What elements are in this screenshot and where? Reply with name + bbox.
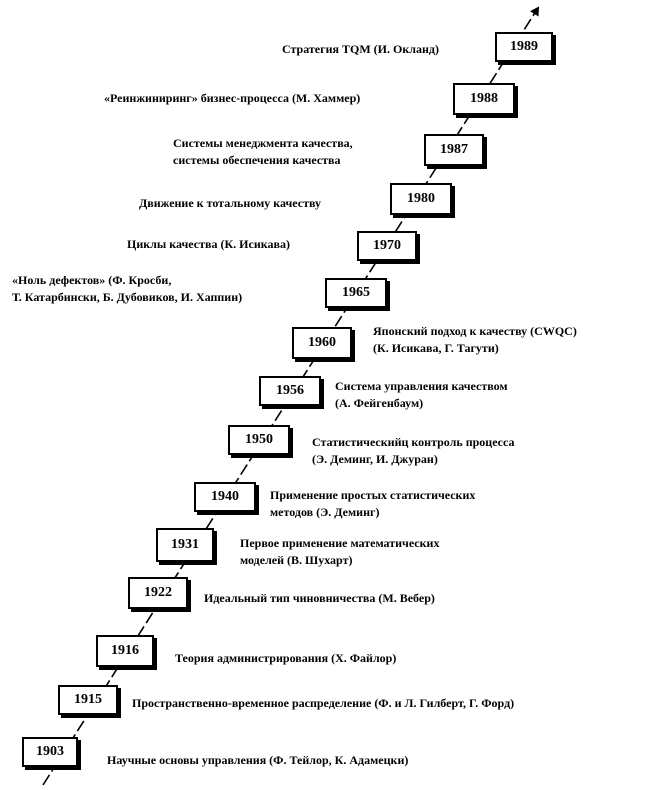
milestone-label-line: Статистическийц контроль процесса	[312, 435, 515, 449]
milestone-label-1965	[12, 272, 242, 306]
milestone-label-line: «Ноль дефектов» (Ф. Кросби,	[12, 273, 172, 287]
year-box-1960: 1960	[292, 327, 352, 359]
milestone-label-1922	[204, 590, 435, 607]
milestone-label-line: (А. Фейгенбаум)	[335, 396, 424, 410]
milestone-label-line: Применение простых статистических	[270, 488, 476, 502]
milestone-label-1916	[175, 650, 396, 667]
milestone-label-1940	[270, 487, 475, 521]
year-box-1988: 1988	[453, 83, 515, 115]
milestone-label-1980	[139, 195, 321, 212]
milestone-label-line: Система управления качеством	[335, 379, 508, 393]
milestone-label-1915	[132, 695, 514, 712]
year-box-1940: 1940	[194, 482, 256, 512]
milestone-label-line: Научные основы управления (Ф. Тейлор, К. Адамецки)	[107, 753, 409, 767]
milestone-label-line: Первое применение математических	[240, 536, 440, 550]
year-box-1922: 1922	[128, 577, 188, 609]
milestone-label-1931	[240, 535, 439, 569]
milestone-label-1987	[173, 135, 353, 169]
milestone-label-1989	[282, 41, 439, 58]
milestone-label-line: методов (Э. Деминг)	[270, 505, 380, 519]
milestone-label-1970	[127, 236, 290, 253]
milestone-label-line: Циклы качества (К. Исикава)	[127, 237, 290, 251]
milestone-label-line: (К. Исикава, Г. Тагути)	[373, 341, 499, 355]
year-box-1970: 1970	[357, 231, 417, 261]
milestone-label-line: Движение к тотальному качеству	[139, 196, 322, 210]
year-box-1956: 1956	[259, 376, 321, 406]
milestone-label-1988	[104, 90, 360, 107]
milestone-label-line: Идеальный тип чиновничества (М. Вебер)	[204, 591, 435, 605]
year-box-1950: 1950	[228, 425, 290, 455]
milestone-label-line: Т. Катарбински, Б. Дубовиков, И. Хаппин)	[12, 290, 243, 304]
milestone-label-line: системы обеспечения качества	[173, 153, 341, 167]
milestone-label-line: Системы менеджмента качества,	[173, 136, 353, 150]
milestone-label-1903	[107, 752, 408, 769]
year-box-1989: 1989	[495, 32, 553, 62]
year-box-1916: 1916	[96, 635, 154, 667]
year-box-1965: 1965	[325, 278, 387, 308]
year-box-1903: 1903	[22, 737, 78, 767]
milestone-label-1960	[373, 323, 577, 357]
milestone-label-line: (Э. Деминг, И. Джуран)	[312, 452, 438, 466]
year-box-1931: 1931	[156, 528, 214, 562]
milestone-label-1950	[312, 434, 514, 468]
year-box-1987: 1987	[424, 134, 484, 166]
milestone-label-line: Японский подход к качеству (CWQC)	[373, 324, 577, 338]
milestone-label-line: Пространственно-временное распределение (Ф. и Л. Гилберт, Г. Форд)	[132, 696, 515, 710]
year-box-1980: 1980	[390, 183, 452, 215]
milestone-label-line: «Реинжиниринг» бизнес-процесса (М. Хаммер)	[104, 91, 361, 105]
milestone-label-line: Теория администрирования (Х. Файлор)	[175, 651, 397, 665]
milestone-label-1956	[335, 378, 508, 412]
milestone-label-line: моделей (В. Шухарт)	[240, 553, 353, 567]
milestone-label-line: Стратегия TQM (И. Окланд)	[282, 42, 439, 56]
year-box-1915: 1915	[58, 685, 118, 715]
